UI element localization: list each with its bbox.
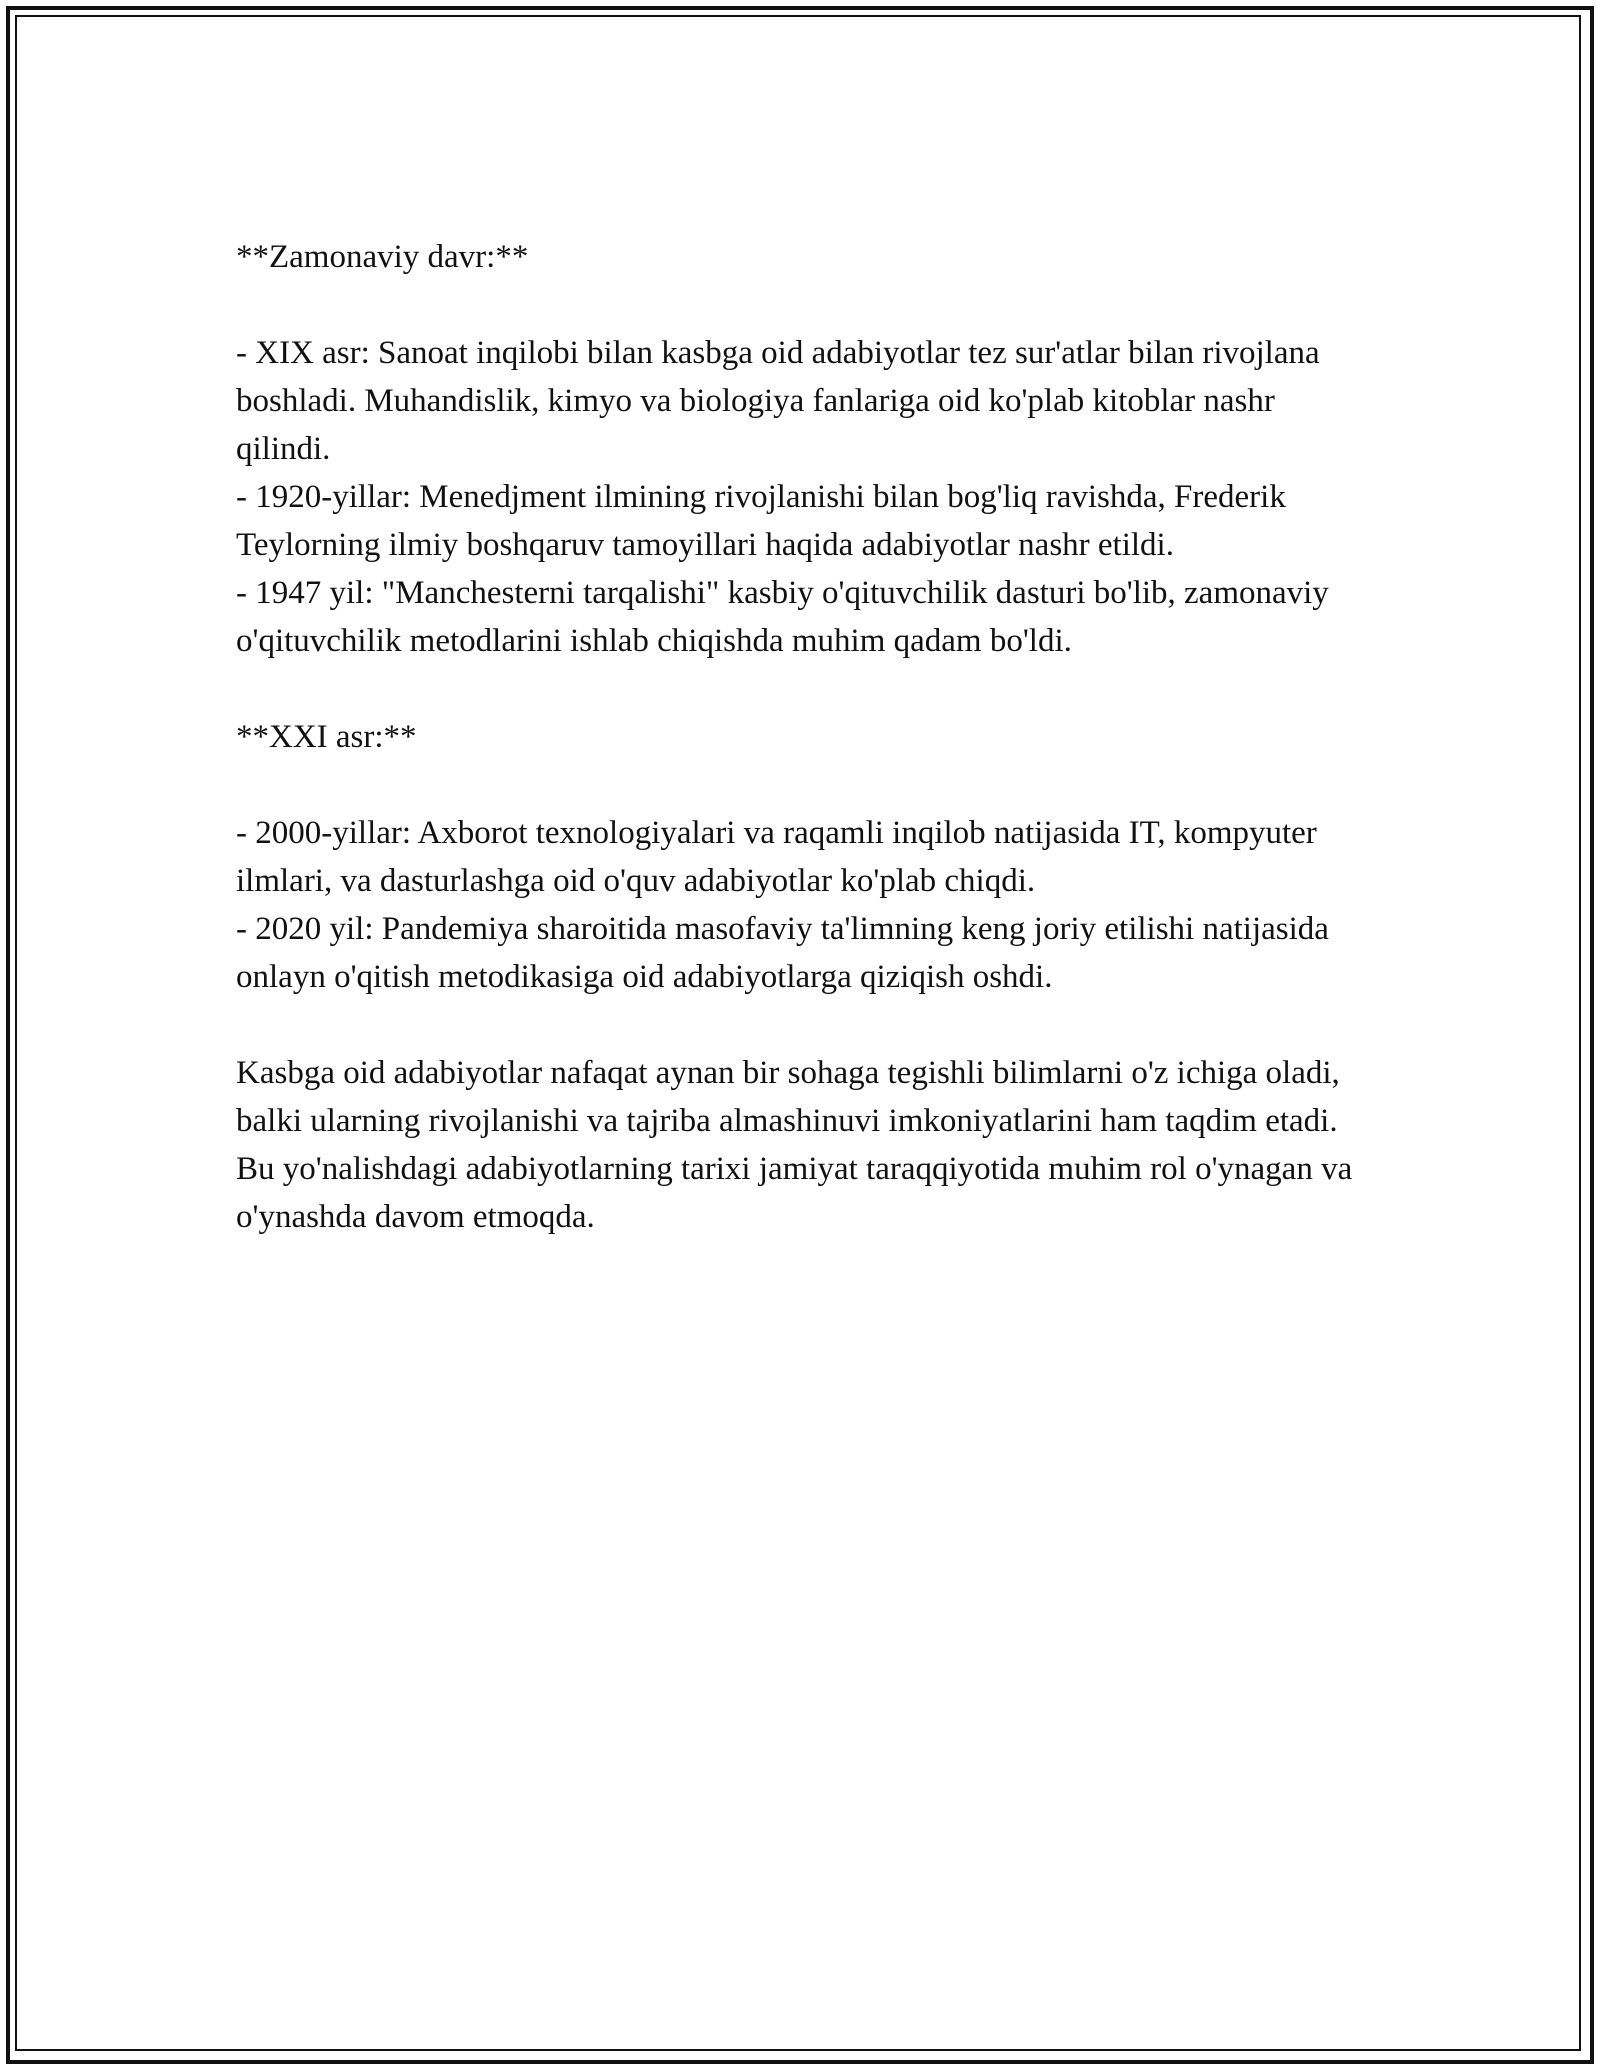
list-item-2000s: - 2000-yillar: Axborot texnologiyalari va raqamli inqilob natijasida IT, kompyuter ilmlari, va dasturlashga oid o'quv adabiyotlar ko'plab chiqdi. [236, 815, 1326, 899]
section-heading-modern-era: **Zamonaviy davr:** [236, 239, 529, 275]
conclusion-paragraph: Kasbga oid adabiyotlar nafaqat aynan bir sohaga tegishli bilimlarni o'z ichiga oladi, balki ularning rivojlanishi va tajriba almashinuvi imkoniyatlarini ham taqdim etadi. Bu yo'nalishdagi adabiyotlarning tarixi jamiyat taraqqiyotida muhim rol o'ynagan va o'ynashda davom etmoqda. [236, 1055, 1361, 1235]
paragraph-gap [236, 1001, 1376, 1049]
list-item-xix-century: - XIX asr: Sanoat inqilobi bilan kasbga oid adabiyotlar tez sur'atlar bilan rivojlana boshladi. Muhandislik, kimyo va biologiya fanlariga oid ko'plab kitoblar nashr qilindi. [236, 335, 1328, 467]
list-item-2020: - 2020 yil: Pandemiya sharoitida masofaviy ta'limning keng joriy etilishi natijasida onlayn o'qitish metodikasiga oid adabiyotlarga qiziqish oshdi. [236, 911, 1338, 995]
paragraph-gap [236, 761, 1376, 809]
list-item-1920s: - 1920-yillar: Menedjment ilmining rivojlanishi bilan bog'liq ravishda, Frederik Teylorning ilmiy boshqaruv tamoyillari haqida adabiyotlar nashr etildi. [236, 479, 1294, 563]
document-body [236, 233, 1376, 1241]
paragraph-gap [236, 281, 1376, 329]
list-item-1947: - 1947 yil: "Manchesterni tarqalishi" kasbiy o'qituvchilik dasturi bo'lib, zamonaviy o'qituvchilik metodlarini ishlab chiqishda muhim qadam bo'ldi. [236, 575, 1338, 659]
paragraph-gap [236, 665, 1376, 713]
section-heading-xxi-century: **XXI asr:** [236, 719, 417, 755]
